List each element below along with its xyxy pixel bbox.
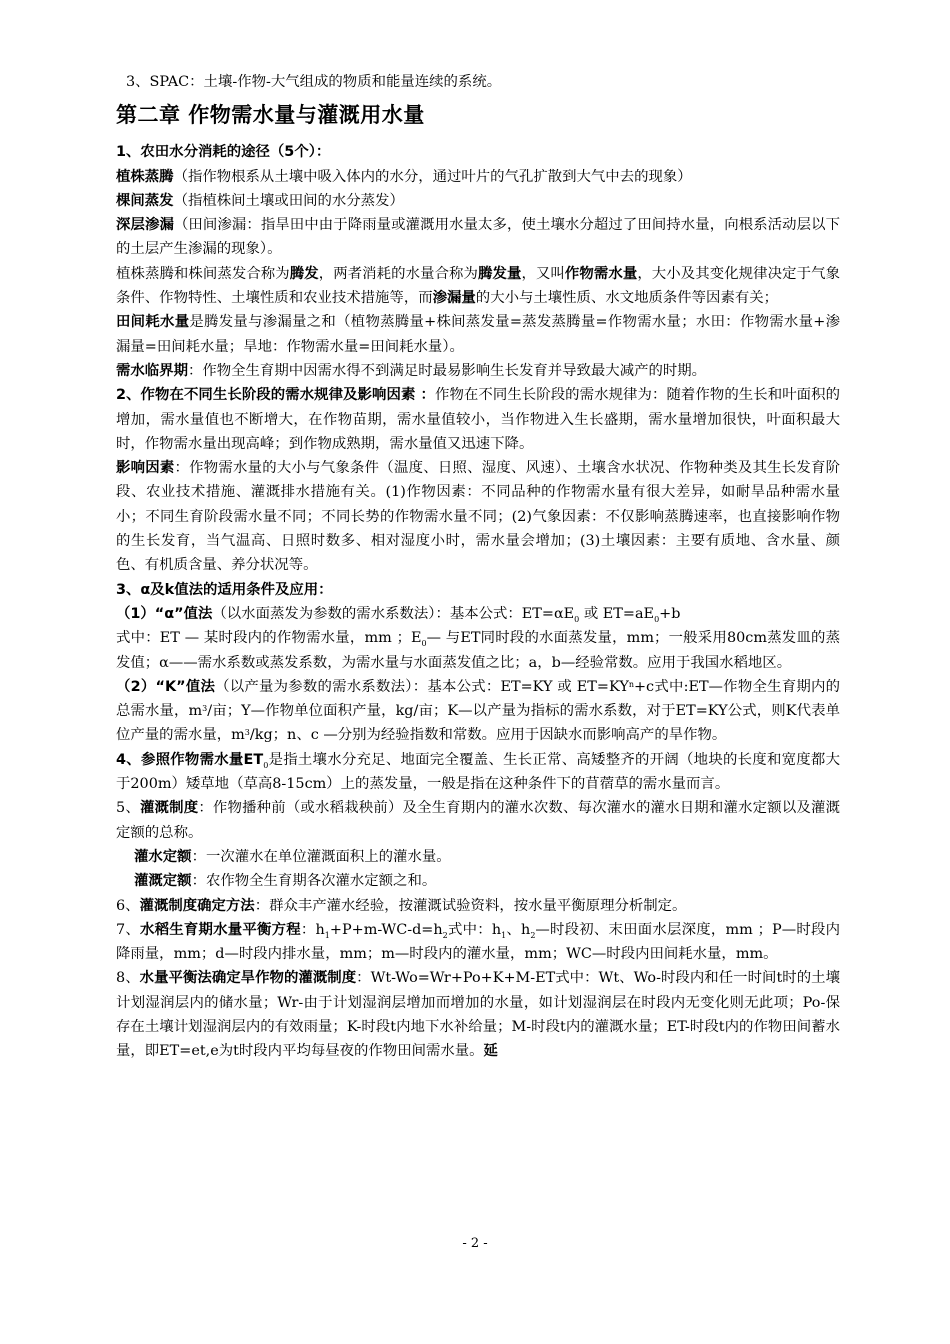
text: 式中：h: [447, 921, 502, 938]
term: 腾发: [289, 265, 319, 282]
chapter-title: 第二章 作物需水量与灌溉用水量: [116, 103, 425, 128]
term: （1）“α”值法: [116, 605, 213, 622]
text: ，大小及其变化规律决定于气象条件、作物特性、土壤性质和农业技术措施等，而: [116, 265, 840, 307]
subscript: 0: [421, 639, 427, 649]
number: 5、: [116, 800, 140, 817]
text: /亩；Y—作物单位面积产量，kg/亩；K—以产量为指标的需水系数，对于ET=KY公式，则K代表单位产量的需水量，m: [116, 703, 840, 744]
number: 8、: [116, 970, 140, 987]
definition: 是腾发量与渗漏量之和（植物蒸腾量+株间蒸发量=蒸发蒸腾量=作物需水量；水田：作物需水量+渗漏量=田间耗水量；旱地：作物需水量=田间耗水量）。: [116, 314, 840, 355]
text: ：群众丰产灌水经验，按灌溉试验资料，按水量平衡原理分析制定。: [254, 897, 687, 914]
subscript: 1: [324, 930, 330, 940]
term: 灌水定额: [134, 848, 192, 865]
continued-term: 延: [483, 1043, 498, 1060]
subscript: 0: [263, 760, 269, 770]
text: +b: [659, 605, 681, 622]
text: ，两者消耗的水量合称为: [318, 265, 479, 282]
section-1-item-transpiration: [116, 165, 840, 189]
page-number: - 2 -: [462, 1236, 488, 1251]
text: ：h: [300, 921, 325, 938]
section-3-k-method: [116, 675, 840, 748]
superscript: 3: [202, 704, 208, 714]
document-body: [116, 70, 840, 1064]
section-5-quota: [116, 845, 840, 869]
text: 植株蒸腾和株间蒸发合称为: [116, 265, 290, 282]
section-8-paragraph: [116, 966, 840, 1063]
term: 作物需水量: [564, 265, 638, 282]
subscript: 1: [501, 930, 507, 940]
section-4-paragraph: [116, 748, 840, 797]
section-1-heading: 1、农田水分消耗的途径（5个）：: [116, 144, 331, 161]
section-1-item-evaporation: [116, 189, 840, 213]
section-1-paragraph-critical-period: [116, 359, 840, 383]
subscript: 2: [442, 930, 448, 940]
text: 作物在不同生长阶段的需水规律为：随着作物的生长和叶面积的增加，需水量值也不断增大，在作物苗期，需水量值较小，当作物进入生长盛期，需水量增加很快，叶面积最大时，作物需水量出现高峰；到作物成熟期，需水量值又迅速下降。: [116, 387, 840, 452]
section-6-paragraph: [116, 894, 840, 918]
text: ：Wt-Wo=Wr+Po+K+M-ET式中：Wt、Wo-时段内和任一时间t时的土壤计划湿润层内的储水量；Wr-由于计划湿润层增加而增加的水量，如计划湿润层在时段内无变化则无此项；Po-保存在土壤计划湿润层内的有效雨量；K-时段t内地下水补给量；M-时段t内的灌溉水量；ET-时段t内的作物田间蓄水量，即ET=et,e为t时段内平均每昼夜的作物田间需水量。: [116, 970, 840, 1060]
text: 是指土壤水分充足、地面完全覆盖、生长正常、高矮整齐的开阔（地块的长度和宽度都大于200m）矮草地（草高8-15cm）上的蒸发量，一般是指在这种条件下的苜蓿草的需水量而言。: [116, 751, 840, 793]
text: +c式中:ET—作物全生育期内的总需水量，m: [116, 678, 840, 720]
section-3-heading: 3、α及k值法的适用条件及应用：: [116, 581, 333, 598]
term: （2）“K”值法: [116, 678, 216, 695]
text: 或 ET=aE: [579, 605, 655, 622]
text: ：一次灌水在单位灌溉面积上的灌水量。: [191, 848, 451, 865]
text: /kg；n、c —分别为经验指数和常数。应用于因缺水而影响高产的旱作物。: [249, 727, 727, 744]
term: 灌溉制度: [139, 800, 199, 817]
term: 棵间蒸发: [116, 192, 174, 209]
spac-definition: 3、SPAC：土壤-作物-大气组成的物质和能量连续的系统。: [126, 74, 502, 90]
section-5-paragraph: [116, 796, 840, 845]
definition: ：作物全生育期中因需水得不到满足时最易影响生长发育并导致最大减产的时期。: [187, 362, 707, 379]
term: 需水临界期: [116, 362, 188, 379]
term: 影响因素: [116, 460, 175, 477]
text: 、h: [506, 921, 531, 938]
superscript: n: [628, 679, 634, 689]
text: +P+m-WC-d=h: [329, 921, 443, 938]
definition: （田间渗漏：指旱田中由于降雨量或灌溉用水量太多，使土壤水分超过了田间持水量，向根系活动层以下的土层产生渗漏的现象）。: [116, 217, 840, 258]
section-2-heading: 2、作物在不同生长阶段的需水规律及影响因素 ：: [116, 387, 435, 404]
term: 渗漏量: [432, 290, 476, 307]
number: 6、: [116, 897, 140, 914]
term: 田间耗水量: [116, 314, 190, 331]
section-5-total-quota: [116, 869, 840, 893]
section-1-item-percolation: [116, 213, 840, 262]
section-2-factors: [116, 456, 840, 577]
section-1-paragraph-evapotranspiration: [116, 262, 840, 311]
text: （以水面蒸发为参数的需水系数法）：基本公式：ET=αE: [212, 605, 575, 622]
term: 水量平衡法确定旱作物的灌溉制度: [139, 970, 357, 987]
subscript: 0: [654, 614, 660, 624]
term: 灌溉制度确定方法: [139, 897, 255, 914]
subscript: 0: [574, 614, 580, 624]
section-3-alpha-method: [116, 602, 840, 675]
term: 植株蒸腾: [116, 168, 174, 185]
text: 式中：ET — 某时段内的作物需水量，mm ；E: [116, 630, 422, 647]
subscript: 2: [530, 930, 536, 940]
term: 灌溉定额: [134, 873, 192, 890]
superscript: 3: [244, 728, 250, 738]
text: 的大小与土壤性质、水文地质条件等因素有关；: [475, 290, 779, 307]
number: 7、: [116, 921, 141, 938]
text: ：作物播种前（或水稻栽秧前）及全生育期内的灌水次数、每次灌水的灌水日期和灌水定额以及灌溉定额的总称。: [116, 800, 840, 841]
definition: （指作物根系从土壤中吸入体内的水分，通过叶片的气孔扩散到大气中去的现象）: [173, 168, 692, 185]
term: 腾发量: [478, 265, 522, 282]
text: ，又叫: [521, 265, 565, 282]
section-7-paragraph: [116, 918, 840, 967]
text: ：作物需水量的大小与气象条件（温度、日照、湿度、风速）、土壤含水状况、作物种类及其生长发育阶段、农业技术措施、灌溉排水措施有关。(1)作物因素：不同品种的作物需水量有很大差异，如耐旱品种需水量小；不同生育阶段需水量不同；不同长势的作物需水量不同；(2)气象因素：不仅影响蒸腾速率，也直接影响作物的生长发育，当气温高、日照时数多、相对湿度小时，需水量会增加；(3)土壤因素：主要有质地、含水量、颜色、有机质含量、养分状况等。: [116, 460, 840, 574]
text: —时段初、末田面水层深度，mm ；P—时段内降雨量，mm；d—时段内排水量，mm；m—时段内的灌水量，mm；WC—时段内田间耗水量，mm。: [116, 921, 840, 963]
section-2-paragraph: [116, 383, 840, 456]
term: 深层渗漏: [116, 217, 174, 234]
definition: （指植株间土壤或田间的水分蒸发）: [173, 192, 404, 209]
text: （以产量为参数的需水系数法）：基本公式：ET=KY 或 ET=KY: [215, 678, 629, 695]
text: ：农作物全生育期各次灌水定额之和。: [191, 873, 437, 890]
term: 水稻生育期水量平衡方程: [140, 921, 301, 938]
text: — 与ET同时段的水面蒸发量，mm；一般采用80cm蒸发皿的蒸发值；α——需水系数或蒸发系数，为需水量与水面蒸发值之比；a，b—经验常数。应用于我国水稻地区。: [116, 630, 840, 671]
section-4-heading: 4、参照作物需水量ET: [116, 751, 264, 768]
section-1-paragraph-field-water: [116, 310, 840, 359]
